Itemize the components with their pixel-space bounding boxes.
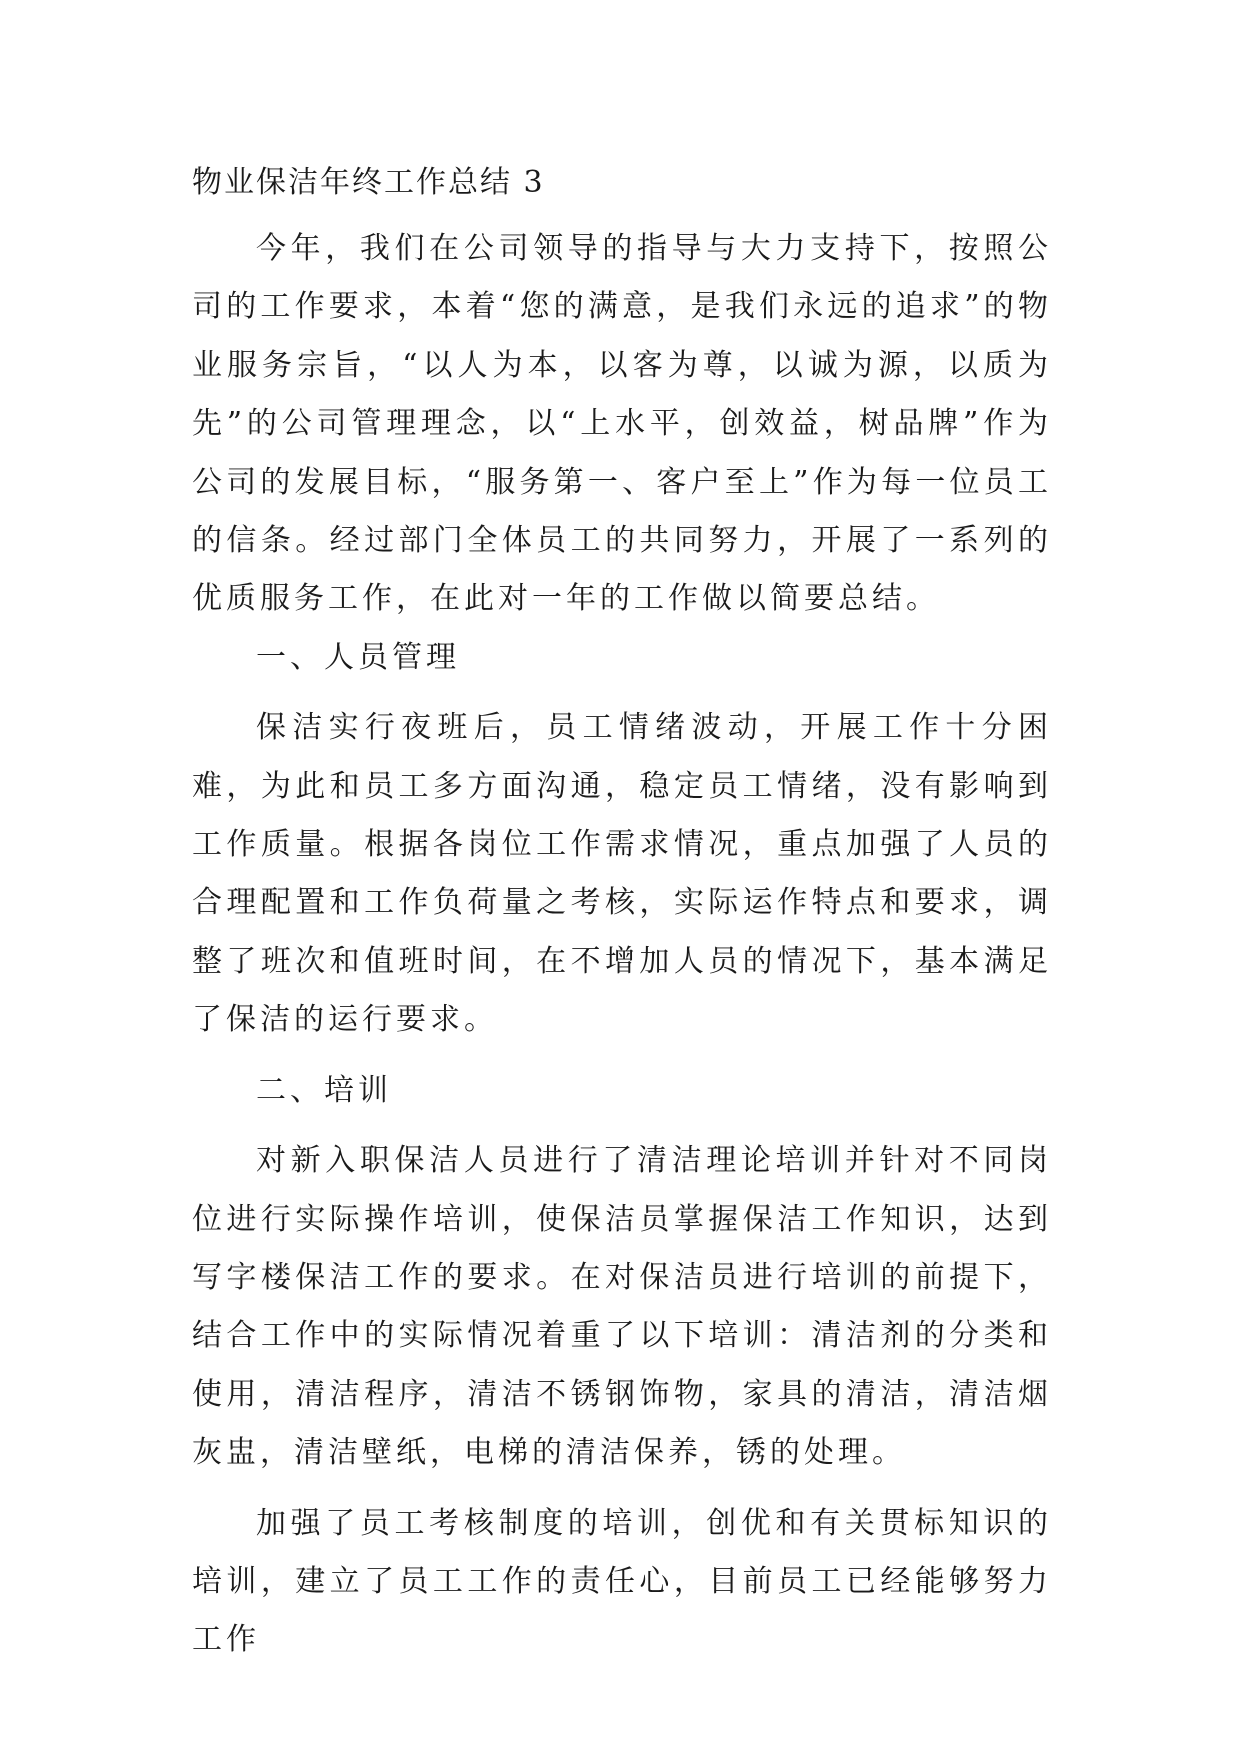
document-title: 物业保洁年终工作总结 3: [192, 165, 545, 200]
section-heading-training: 二、培训: [256, 1072, 392, 1108]
section-heading-personnel: 一、人员管理: [256, 639, 460, 675]
personnel-paragraph: 保洁实行夜班后，员工情绪波动，开展工作十分困难，为此和员工多方面沟通，稳定员工情绪，没有影响到工作质量。根据各岗位工作需求情况，重点加强了人员的合理配置和工作负荷量之考核，实际运作特点和要求，调整了班次和值班时间，在不增加人员的情况下，基本满足了保洁的运行要求。: [192, 710, 1052, 1038]
document-body: [192, 160, 1052, 1670]
intro-paragraph: 今年，我们在公司领导的指导与大力支持下，按照公司的工作要求，本着“您的满意，是我们永远的追求”的物业服务宗旨，“以人为本，以客为尊，以诚为源，以质为先”的公司管理理念，以“上水平，创效益，树品牌”作为公司的发展目标，“服务第一、客户至上”作为每一位员工的信条。经过部门全体员工的共同努力，开展了一系列的优质服务工作，在此对一年的工作做以简要总结。: [192, 231, 1052, 617]
assessment-paragraph: 加强了员工考核制度的培训，创优和有关贯标知识的培训，建立了员工工作的责任心，目前员工已经能够努力工作: [192, 1505, 1052, 1658]
training-paragraph: 对新入职保洁人员进行了清洁理论培训并针对不同岗位进行实际操作培训，使保洁员掌握保洁工作知识，达到写字楼保洁工作的要求。在对保洁员进行培训的前提下，结合工作中的实际情况着重了以下培训：清洁剂的分类和使用，清洁程序，清洁不锈钢饰物，家具的清洁，清洁烟灰盅，清洁壁纸，电梯的清洁保养，锈的处理。: [192, 1143, 1052, 1471]
